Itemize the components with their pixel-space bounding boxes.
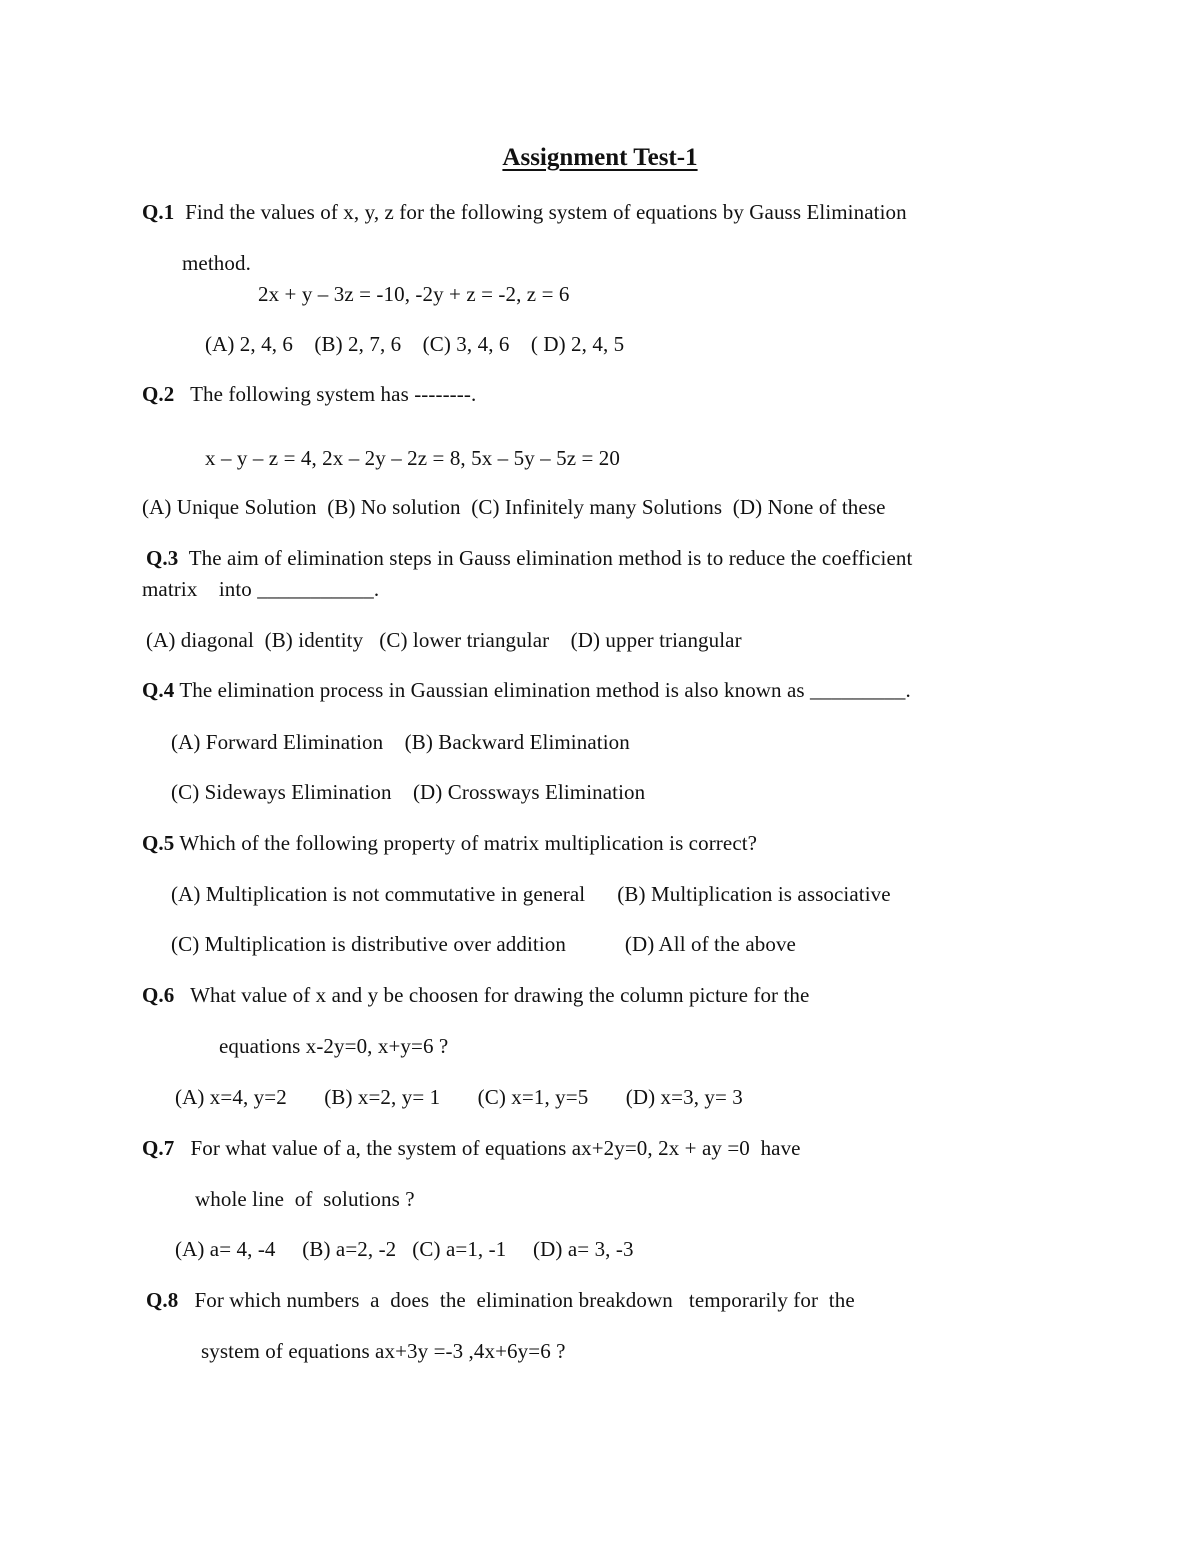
question-1-options: (A) 2, 4, 6 (B) 2, 7, 6 (C) 3, 4, 6 ( D) 2, 4, 5 — [205, 332, 625, 356]
question-number: Q.2 — [142, 382, 175, 406]
question-8-line-1 — [146, 1287, 855, 1313]
question-text: What value of x and y be choosen for drawing the column picture for the — [190, 983, 810, 1007]
question-5-options-2: (C) Multiplication is distributive over addition (D) All of the above — [171, 932, 796, 956]
question-4-options-1: (A) Forward Elimination (B) Backward Elimination — [171, 730, 630, 754]
question-number: Q.1 — [142, 200, 175, 224]
question-text: The following system has --------. — [190, 382, 477, 406]
question-5-options-1: (A) Multiplication is not commutative in general (B) Multiplication is associative — [171, 882, 891, 906]
question-8-line-2: system of equations ax+3y =-3 ,4x+6y=6 ? — [201, 1339, 566, 1363]
question-number: Q.4 — [142, 678, 175, 702]
question-text: The aim of elimination steps in Gauss elimination method is to reduce the coefficient — [188, 546, 913, 570]
question-3-line-2: matrix into ___________. — [142, 577, 380, 601]
question-4-line-1 — [142, 677, 911, 703]
question-number: Q.8 — [146, 1288, 179, 1312]
question-7-options: (A) a= 4, -4 (B) a=2, -2 (C) a=1, -1 (D) a= 3, -3 — [175, 1237, 634, 1261]
question-2-options: (A) Unique Solution (B) No solution (C) Infinitely many Solutions (D) None of these — [142, 495, 886, 519]
page-title: Assignment Test-1 — [502, 144, 698, 171]
question-2-line-1 — [142, 381, 476, 407]
question-3-options: (A) diagonal (B) identity (C) lower triangular (D) upper triangular — [146, 628, 742, 652]
question-3-line-1 — [146, 545, 912, 571]
question-text: For what value of a, the system of equations ax+2y=0, 2x + ay =0 have — [190, 1136, 801, 1160]
question-number: Q.5 — [142, 831, 175, 855]
question-text: Which of the following property of matrix multiplication is correct? — [179, 831, 758, 855]
question-5-line-1 — [142, 830, 757, 856]
question-number: Q.7 — [142, 1136, 175, 1160]
question-6-line-2: equations x-2y=0, x+y=6 ? — [219, 1034, 449, 1058]
question-text: For which numbers a does the elimination breakdown temporarily for the — [194, 1288, 855, 1312]
question-7-line-2: whole line of solutions ? — [195, 1187, 415, 1211]
question-number: Q.3 — [146, 546, 179, 570]
question-text: The elimination process in Gaussian elimination method is also known as _________. — [179, 678, 911, 702]
question-text: Find the values of x, y, z for the following system of equations by Gauss Elimination — [185, 200, 907, 224]
question-1-equation: 2x + y – 3z = -10, -2y + z = -2, z = 6 — [258, 282, 570, 306]
question-number: Q.6 — [142, 983, 175, 1007]
question-7-line-1 — [142, 1135, 801, 1161]
question-6-options: (A) x=4, y=2 (B) x=2, y= 1 (C) x=1, y=5 (D) x=3, y= 3 — [175, 1085, 743, 1109]
question-1-line-1 — [142, 199, 907, 225]
question-2-equation: x – y – z = 4, 2x – 2y – 2z = 8, 5x – 5y – 5z = 20 — [205, 446, 620, 470]
question-1-line-2: method. — [182, 251, 251, 275]
question-6-line-1 — [142, 982, 809, 1008]
question-4-options-2: (C) Sideways Elimination (D) Crossways Elimination — [171, 780, 646, 804]
